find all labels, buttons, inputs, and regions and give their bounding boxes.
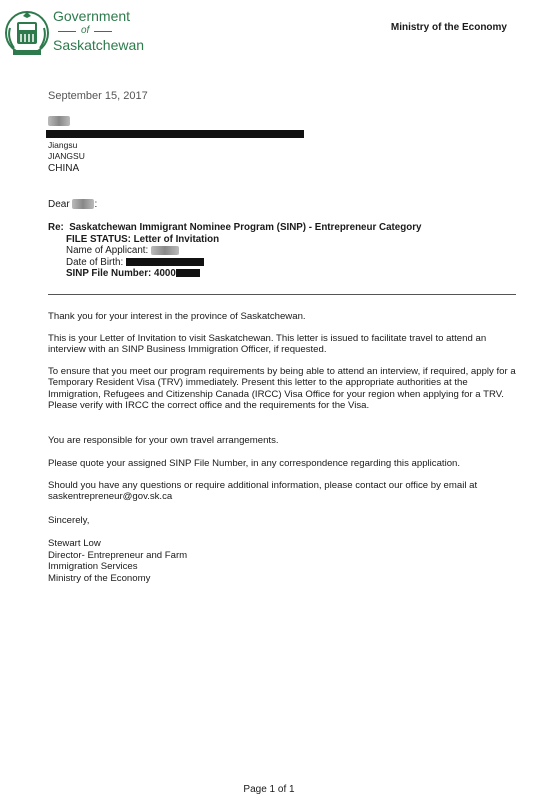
org-line2: Saskatchewan xyxy=(53,37,145,53)
salutation xyxy=(48,199,97,210)
signature-ministry: Ministry of the Economy xyxy=(48,572,151,584)
paragraph-contact: Should you have any questions or require additional information, please contact our office by email at saskentrepreneur@gov.sk.ca xyxy=(48,480,478,503)
signature-block xyxy=(48,538,518,584)
re-block xyxy=(48,222,421,280)
signature-title2: Immigration Services xyxy=(48,561,138,572)
ministry-header: Ministry of the Economy xyxy=(390,22,507,33)
org-line1: Government xyxy=(53,8,131,24)
redacted-street xyxy=(46,125,304,143)
file-status: FILE STATUS: Letter of Invitation xyxy=(66,233,220,245)
salutation-prefix: Dear xyxy=(48,199,70,210)
salutation-suffix: : xyxy=(94,199,98,210)
paragraph-file-number: Please quote your assigned SINP File Number, in any correspondence regarding this application. xyxy=(48,458,461,469)
divider xyxy=(48,294,516,295)
paragraph-travel: You are responsible for your own travel arrangements. xyxy=(48,435,279,446)
signature-title1: Director- Entrepreneur and Farm xyxy=(48,549,188,561)
redacted-surname xyxy=(72,199,94,209)
dob-row: Date of Birth: xyxy=(48,257,421,269)
paragraph-invitation: This is your Letter of Invitation to visit Saskatchewan. This letter is issued to facilitate travel to attend an interview with an SINP Business Immigration Officer, if requested. xyxy=(48,333,487,356)
paragraph-trv: To ensure that you meet our program requirements by being able to attend an interview, if required, apply for a Temporary Resident Visa (TRV) immediately. Present this letter to the appropriate authorities at the Immigration, Refugees and Citizenship Canada (IRCC) Visa Office for your region when applying for a TRV. Please verify with IRCC the correct office and the requirements for the Visa. xyxy=(48,366,516,412)
re-subject: Saskatchewan Immigrant Nominee Program (SINP) - Entrepreneur Category xyxy=(69,222,422,233)
letter-date: September 15, 2017 xyxy=(48,90,148,102)
signature-name: Stewart Low xyxy=(48,538,101,549)
re-label: Re: xyxy=(48,222,64,233)
paragraph-thanks: Thank you for your interest in the province of Saskatchewan. xyxy=(48,311,306,322)
org-of: of xyxy=(53,25,144,37)
address-city: Jiangsu xyxy=(48,140,78,150)
paragraph-sincerely: Sincerely, xyxy=(48,515,90,526)
page-number: Page 1 of 1 xyxy=(243,784,295,795)
applicant-name-row: Name of Applicant: xyxy=(48,245,421,257)
address-country: CHINA xyxy=(48,163,80,174)
government-wordmark xyxy=(53,9,144,53)
saskatchewan-coat-of-arms-icon xyxy=(4,6,50,60)
file-number-row: SINP File Number: 4000 xyxy=(48,268,421,280)
address-province: JIANGSU xyxy=(48,151,85,161)
